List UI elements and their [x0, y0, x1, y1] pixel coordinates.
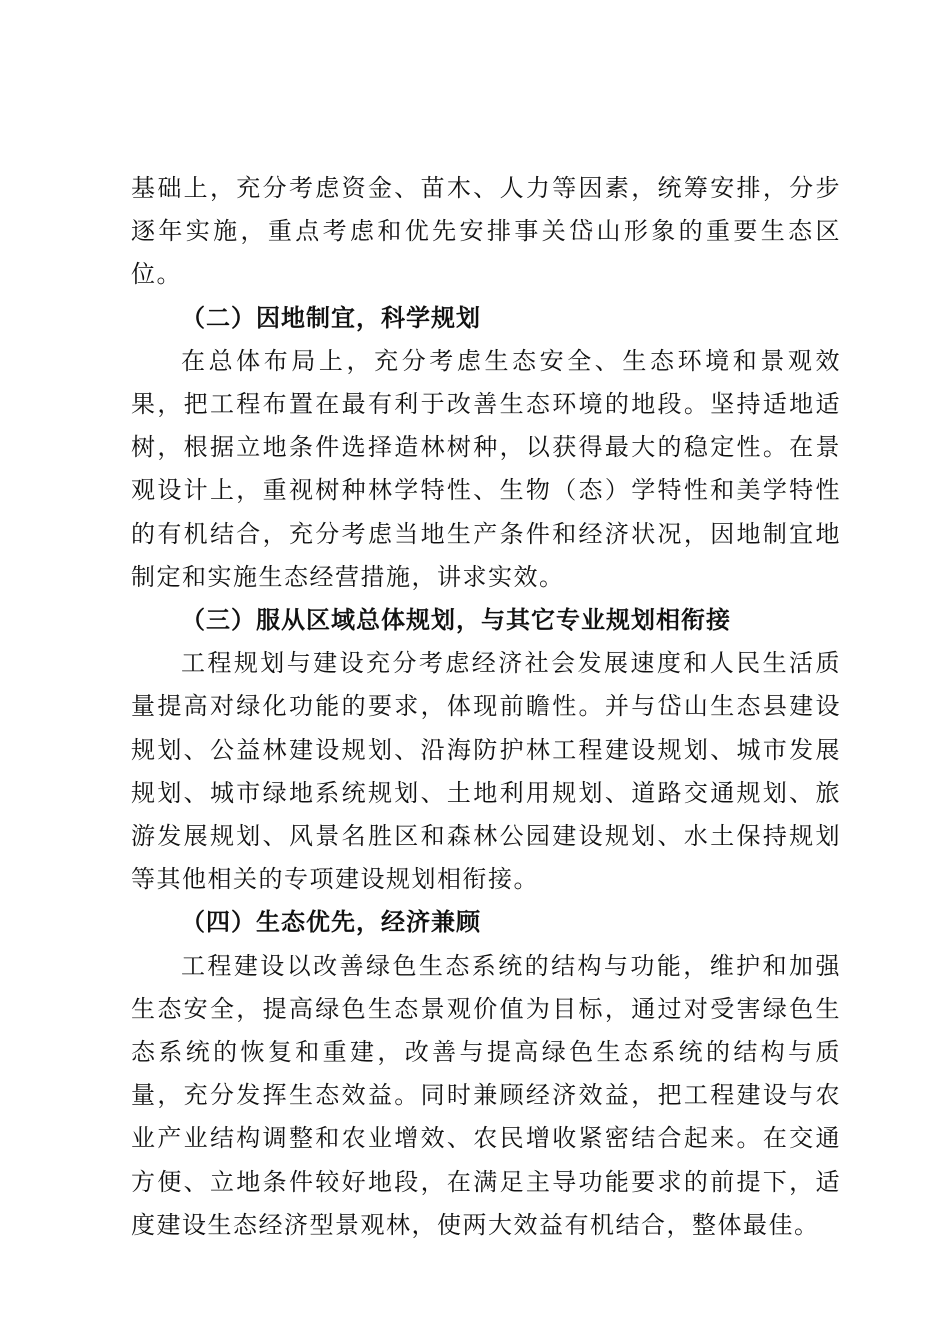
paragraph-layout-principles: 在总体布局上，充分考虑生态安全、生态环境和景观效果，把工程布置在最有利于改善生态环境的地段。坚持适地适树，根据立地条件选择造林树种，以获得最大的稳定性。在景观设计上，重视树种林学特性、生物（态）学特性和美学特性的有机结合，充分考虑当地生产条件和经济状况，因地制宜地制定和实施生态经营措施，讲求实效。	[131, 346, 841, 591]
paragraph-planning-coordination: 工程规划与建设充分考虑经济社会发展速度和人民生活质量提高对绿化功能的要求，体现前瞻性。并与岱山生态县建设规划、公益林建设规划、沿海防护林工程建设规划、城市发展规划、城市绿地系统规划、土地利用规划、道路交通规划、旅游发展规划、风景名胜区和森林公园建设规划、水土保持规划等其他相关的专项建设规划相衔接。	[131, 649, 841, 894]
paragraph-continuation: 基础上，充分考虑资金、苗木、人力等因素，统筹安排，分步逐年实施，重点考虑和优先安排事关岱山形象的重要生态区位。	[131, 174, 841, 289]
paragraph-ecology-priority: 工程建设以改善绿色生态系统的结构与功能，维护和加强生态安全，提高绿色生态景观价值为目标，通过对受害绿色生态系统的恢复和重建，改善与提高绿色生态系统的结构与质量，充分发挥生态效益。同时兼顾经济效益，把工程建设与农业产业结构调整和农业增效、农民增收紧密结合起来。在交通方便、立地条件较好地段，在满足主导功能要求的前提下，适度建设生态经济型景观林，使两大效益有机结合，整体最佳。	[131, 951, 841, 1239]
document-page	[131, 167, 841, 1247]
section-heading-3: （三）服从区域总体规划，与其它专业规划相衔接	[181, 606, 731, 635]
section-heading-4: （四）生态优先，经济兼顾	[181, 908, 481, 937]
section-heading-2: （二）因地制宜，科学规划	[181, 303, 481, 332]
